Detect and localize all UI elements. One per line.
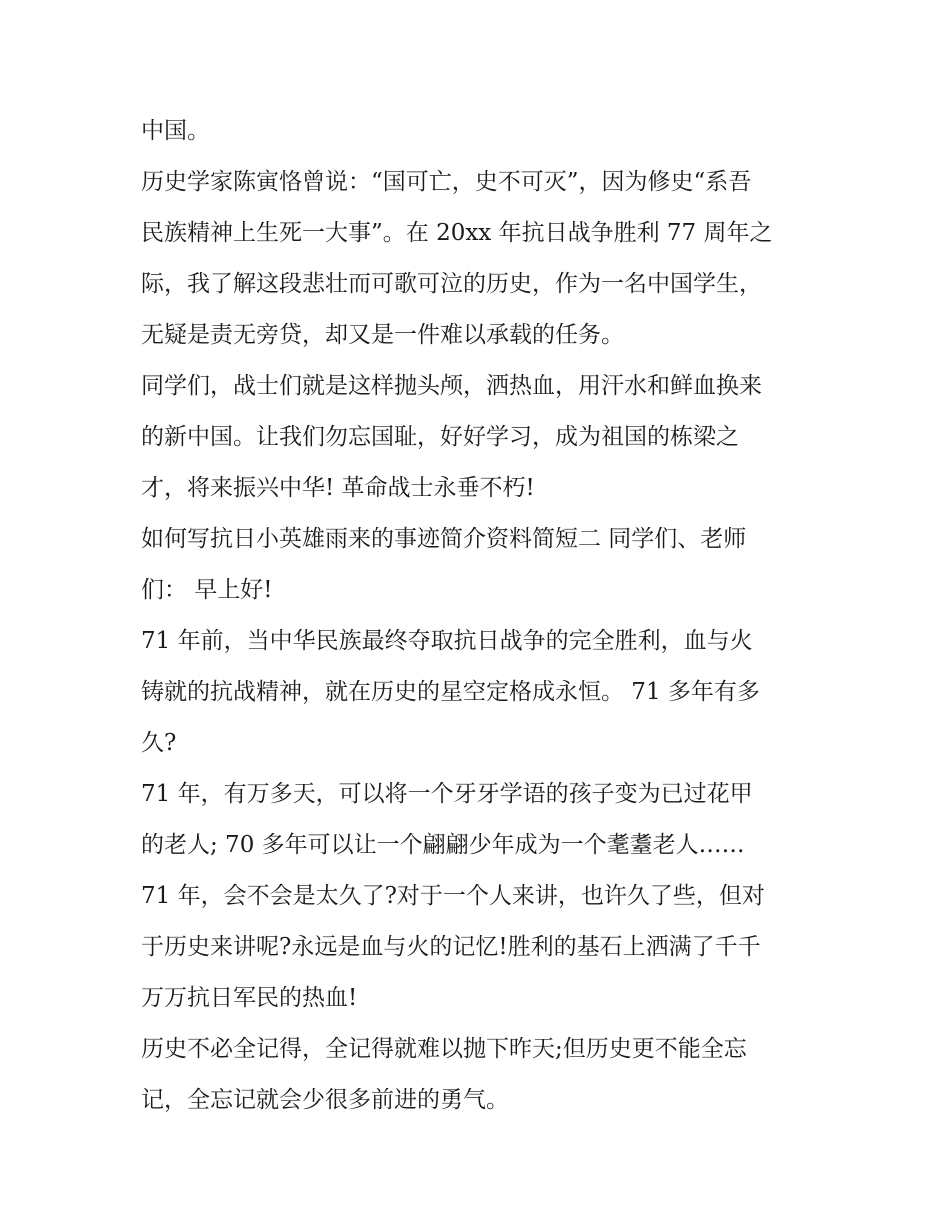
text-line: 同学们，战士们就是这样抛头颅，洒热血，用汗水和鲜血换来 <box>141 373 762 399</box>
text-line: 久? <box>141 730 177 756</box>
text-line: 民族精神上生死一大事”。在 20xx 年抗日战争胜利 77 周年之 <box>141 220 773 246</box>
text-line: 万万抗日军民的热血! <box>141 985 358 1011</box>
text-line: 的新中国。让我们勿忘国耻，好好学习，成为祖国的栋梁之 <box>141 424 739 450</box>
text-line: 记，全忘记就会少很多前进的勇气。 <box>141 1087 509 1113</box>
text-line: 如何写抗日小英雄雨来的事迹简介资料简短二 同学们、老师 <box>141 526 747 552</box>
text-line: 才，将来振兴中华! 革命战士永垂不朽! <box>141 475 535 501</box>
text-line: 71 年前，当中华民族最终夺取抗日战争的完全胜利，血与火 <box>141 628 753 654</box>
text-line: 71 年，会不会是太久了?对于一个人来讲，也许久了些，但对 <box>141 883 765 909</box>
text-line: 际，我了解这段悲壮而可歌可泣的历史，作为一名中国学生， <box>141 271 762 297</box>
text-line: 们： 早上好! <box>141 577 273 603</box>
text-line: 的老人; 70 多年可以让一个翩翩少年成为一个耄耋老人…… <box>141 832 745 858</box>
text-line: 无疑是责无旁贷，却又是一件难以承载的任务。 <box>141 322 624 348</box>
text-line: 于历史来讲呢?永远是血与火的记忆!胜利的基石上洒满了千千 <box>141 934 761 960</box>
text-line: 71 年，有万多天，可以将一个牙牙学语的孩子变为已过花甲 <box>141 781 753 807</box>
document-body <box>141 106 821 1126</box>
text-line: 铸就的抗战精神，就在历史的星空定格成永恒。 71 多年有多 <box>141 679 760 705</box>
text-line: 历史不必全记得，全记得就难以抛下昨天;但历史更不能全忘 <box>141 1036 747 1062</box>
text-line: 历史学家陈寅恪曾说：“国可亡，史不可灭”，因为修史“系吾 <box>141 169 752 195</box>
text-line: 中国。 <box>141 118 210 144</box>
